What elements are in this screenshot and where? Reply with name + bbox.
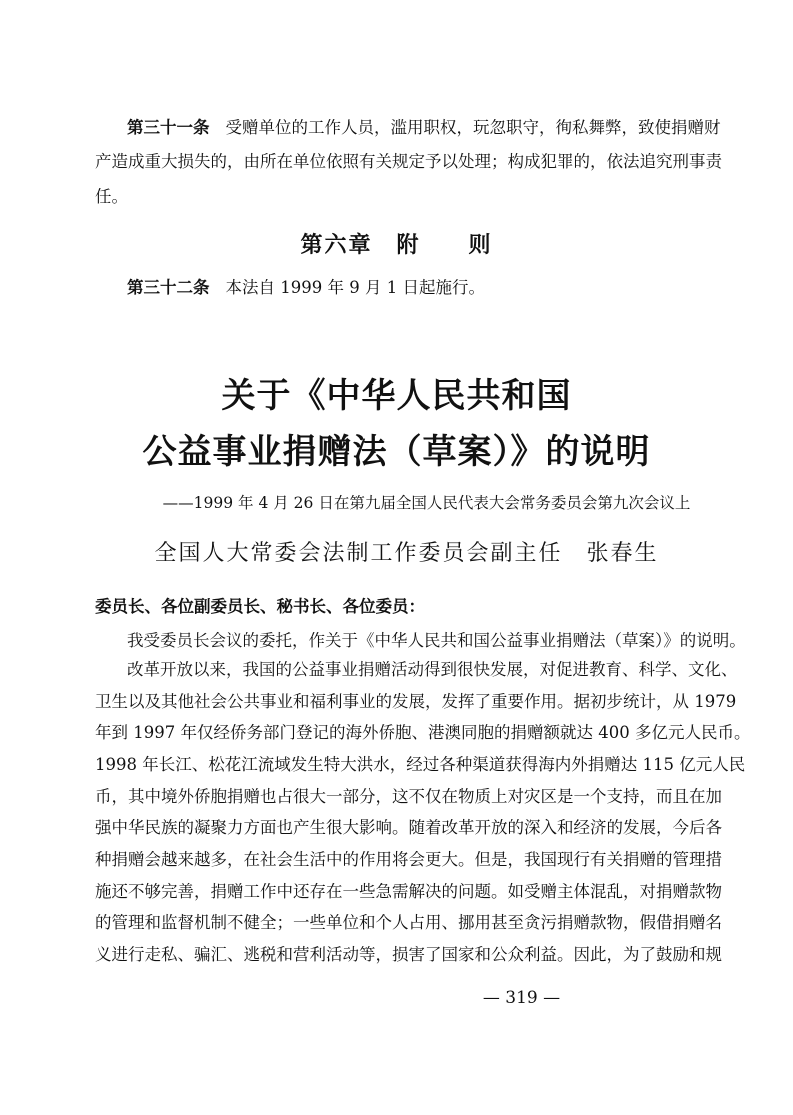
document-subtitle: ——1999 年 4 月 26 日在第九届全国人民代表大会常务委员会第九次会议上 [162,494,691,512]
body-line: 种捐赠会越来越多，在社会生活中的作用将会更大。但是，我国现行有关捐赠的管理措 [95,850,722,869]
article-32-text: 本法自 1999 年 9 月 1 日起施行。 [225,278,485,297]
body-line: 年到 1997 年仅经侨务部门登记的海外侨胞、港澳同胞的捐赠额就达 400 多亿元人民币。 [95,723,751,742]
body-line: 施还不够完善，捐赠工作中还存在一些急需解决的问题。如受赠主体混乱，对捐赠款物 [95,882,722,901]
article-31-line-2: 产造成重大损失的，由所在单位依照有关规定予以处理；构成犯罪的，依法追究刑事责 [95,152,722,171]
article-32-line [127,278,485,298]
article-31-label: 第三十一条 [127,118,210,137]
body-line: 币，其中境外侨胞捐赠也占很大一部分，这不仅在物质上对灾区是一个支持，而且在加 [95,787,722,806]
salutation: 委员长、各位副委员长、秘书长、各位委员： [95,597,425,616]
article-32-label: 第三十二条 [127,278,210,297]
page-number: — 319 — [482,988,561,1008]
article-31-line-1 [127,118,721,138]
document-title-line-1: 关于《中华人民共和国 [221,376,572,416]
body-line: 的管理和监督机制不健全；一些单位和个人占用、挪用甚至贪污捐赠款物，假借捐赠名 [95,913,722,932]
body-line: 改革开放以来，我国的公益事业捐赠活动得到很快发展，对促进教育、科学、文化、 [127,660,738,679]
body-line: 1998 年长江、松花江流域发生特大洪水，经过各种渠道获得海内外捐赠达 115 亿元人民 [95,755,746,774]
body-line: 卫生以及其他社会公共事业和福利事业的发展，发挥了重要作用。据初步统计，从 1979 [95,692,737,711]
document-author: 全国人大常委会法制工作委员会副主任 张春生 [154,541,659,566]
body-line: 强中华民族的凝聚力方面也产生很大影响。随着改革开放的深入和经济的发展，今后各 [95,818,722,837]
body-line: 我受委员长会议的委托，作关于《中华人民共和国公益事业捐赠法（草案）》的说明。 [127,631,746,650]
article-31-line-3: 任。 [95,187,128,206]
article-31-text-1: 受赠单位的工作人员，滥用职权，玩忽职守，徇私舞弊，致使捐赠财 [225,118,721,137]
chapter-title: 第六章 附 则 [300,233,493,258]
document-title-line-2: 公益事业捐赠法（草案）》的说明 [142,432,651,472]
body-line: 义进行走私、骗汇、逃税和营利活动等，损害了国家和公众利益。因此，为了鼓励和规 [95,945,722,964]
